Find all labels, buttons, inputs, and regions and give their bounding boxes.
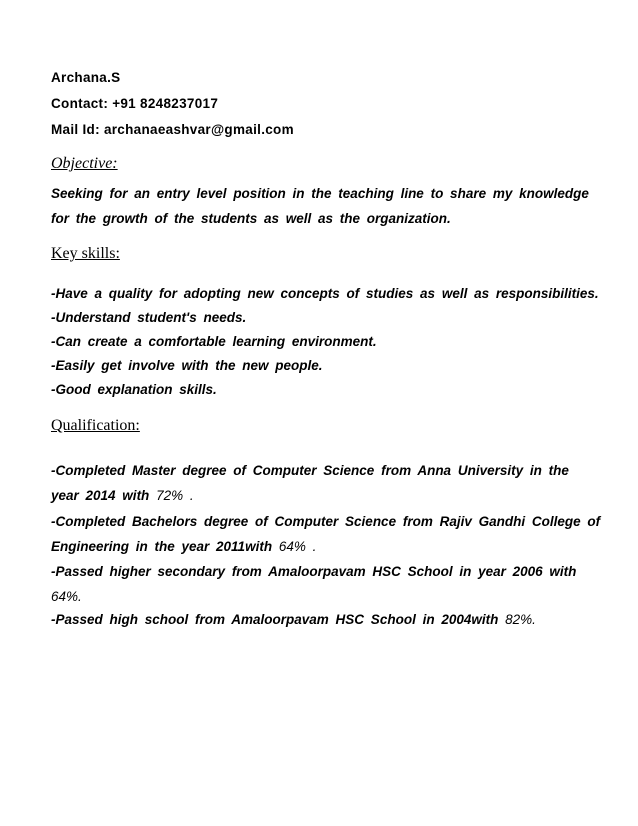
qualification-line (51, 463, 569, 478)
objective-line: for the growth of the students as well as the organization. (51, 211, 451, 226)
qualification-line (51, 589, 82, 604)
qualification-percentage: 64% . (278, 539, 317, 554)
qualification-text: -Passed higher secondary from Amaloorpavam HSC School in year 2006 with (51, 564, 577, 579)
qualification-percentage: 64%. (51, 589, 82, 604)
qualification-line (51, 488, 194, 503)
skill-item: -Can create a comfortable learning environment. (51, 334, 377, 349)
qualification-text: year 2014 with (51, 488, 157, 503)
qualification-text: -Completed Master degree of Computer Science from Anna University in the (51, 463, 569, 478)
qualification-percentage: 82%. (505, 612, 536, 627)
candidate-name: Archana.S (51, 70, 121, 85)
qualification-line (51, 539, 316, 554)
qualification-line (51, 564, 576, 579)
skill-item: -Good explanation skills. (51, 382, 217, 397)
qualification-text: -Passed high school from Amaloorpavam HSC School in 2004with (51, 612, 506, 627)
qualification-line (51, 612, 536, 627)
skill-item: -Understand student's needs. (51, 310, 247, 325)
skill-item: -Easily get involve with the new people. (51, 358, 323, 373)
objective-heading: Objective: (51, 155, 118, 172)
qualification-heading: Qualification: (51, 417, 140, 434)
qualification-text: Engineering in the year 2011with (51, 539, 279, 554)
key-skills-heading: Key skills: (51, 245, 120, 262)
qualification-text: -Completed Bachelors degree of Computer Science from Rajiv Gandhi College of (51, 514, 601, 529)
contact-number: Contact: +91 8248237017 (51, 96, 219, 111)
qualification-line (51, 514, 600, 529)
skill-item: -Have a quality for adopting new concepts of studies as well as responsibilities. (51, 286, 599, 301)
qualification-percentage: 72% . (156, 488, 194, 503)
mail-id: Mail Id: archanaeashvar@gmail.com (51, 122, 294, 137)
objective-line: Seeking for an entry level position in the teaching line to share my knowledge (51, 186, 589, 201)
